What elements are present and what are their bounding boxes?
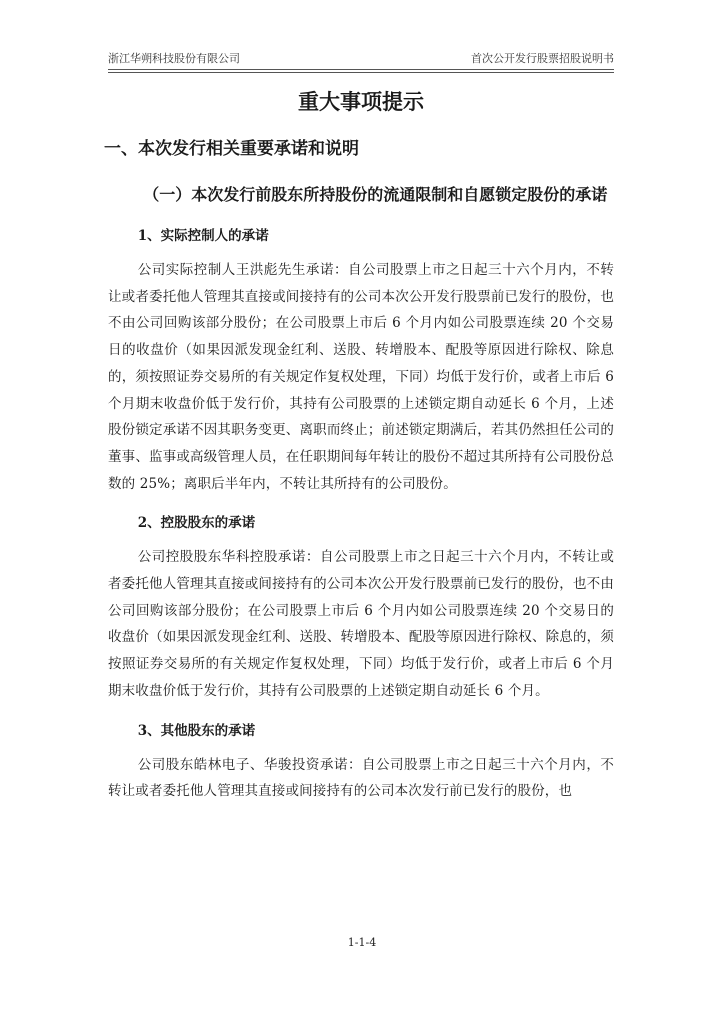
item-heading-controlling-shareholder: 2、控股股东的承诺 xyxy=(137,515,256,532)
paragraph-controller-commitment: 公司实际控制人王洪彪先生承诺：自公司股票上市之日起三十六个月内，不转让或者委托他人管理其直接或间接持有的公司本次公开发行股票前已发行的股份，也不由公司回购该部分股份；在公司股票上市后 6 个月内如公司股票连续 20 个交易日的收盘价（如果因派发现金红利、送股、转增股本、配股等原因进行除权、除息的，须按照证券交易所的有关规定作复权处理，下同）均低于发行价，或者上市后 6 个月期末收盘价低于发行价，其持有公司股票的上述锁定期自动延长 6 个月，上述股份锁定承诺不因其职务变更、离职而终止；前述锁定期满后，若其仍然担任公司的董事、监事或高级管理人员，在任职期间每年转让的股份不超过其所持有公司股份总数的 25%；离职后半年内，不转让其所持有的公司股份。 xyxy=(108,262,614,492)
section-heading: 一、本次发行相关重要承诺和说明 xyxy=(104,139,359,159)
subsection-heading: （一）本次发行前股东所持股份的流通限制和自愿锁定股份的承诺 xyxy=(143,185,608,204)
header-document-name: 首次公开发行股票招股说明书 xyxy=(471,52,614,65)
page-header xyxy=(108,50,614,70)
document-body xyxy=(104,84,614,805)
paragraph-other-shareholders-commitment: 公司股东皓林电子、华骏投资承诺：自公司股票上市之日起三十六个月内，不转让或者委托他人管理其直接或间接持有的公司本次发行前已发行的股份，也 xyxy=(108,756,614,800)
page-title: 重大事项提示 xyxy=(298,89,424,114)
page-number: 1-1-4 xyxy=(347,936,377,949)
paragraph-controlling-shareholder-commitment: 公司控股股东华科控股承诺：自公司股票上市之日起三十六个月内，不转让或者委托他人管理其直接或间接持有的公司本次公开发行股票前已发行的股份，也不由公司回购该部分股份；在公司股票上市后 6 个月内如公司股票连续 20 个交易日的收盘价（如果因派发现金红利、送股、转增股本、配股等原因进行除权、除息的，须按照证券交易所的有关规定作复权处理，下同）均低于发行价，或者上市后 6 个月期末收盘价低于发行价，其持有公司股票的上述锁定期自动延长 6 个月。 xyxy=(108,549,614,699)
item-heading-other-shareholders: 3、其他股东的承诺 xyxy=(137,722,256,739)
header-company-name: 浙江华朔科技股份有限公司 xyxy=(108,52,240,65)
item-heading-controller: 1、实际控制人的承诺 xyxy=(137,228,269,244)
